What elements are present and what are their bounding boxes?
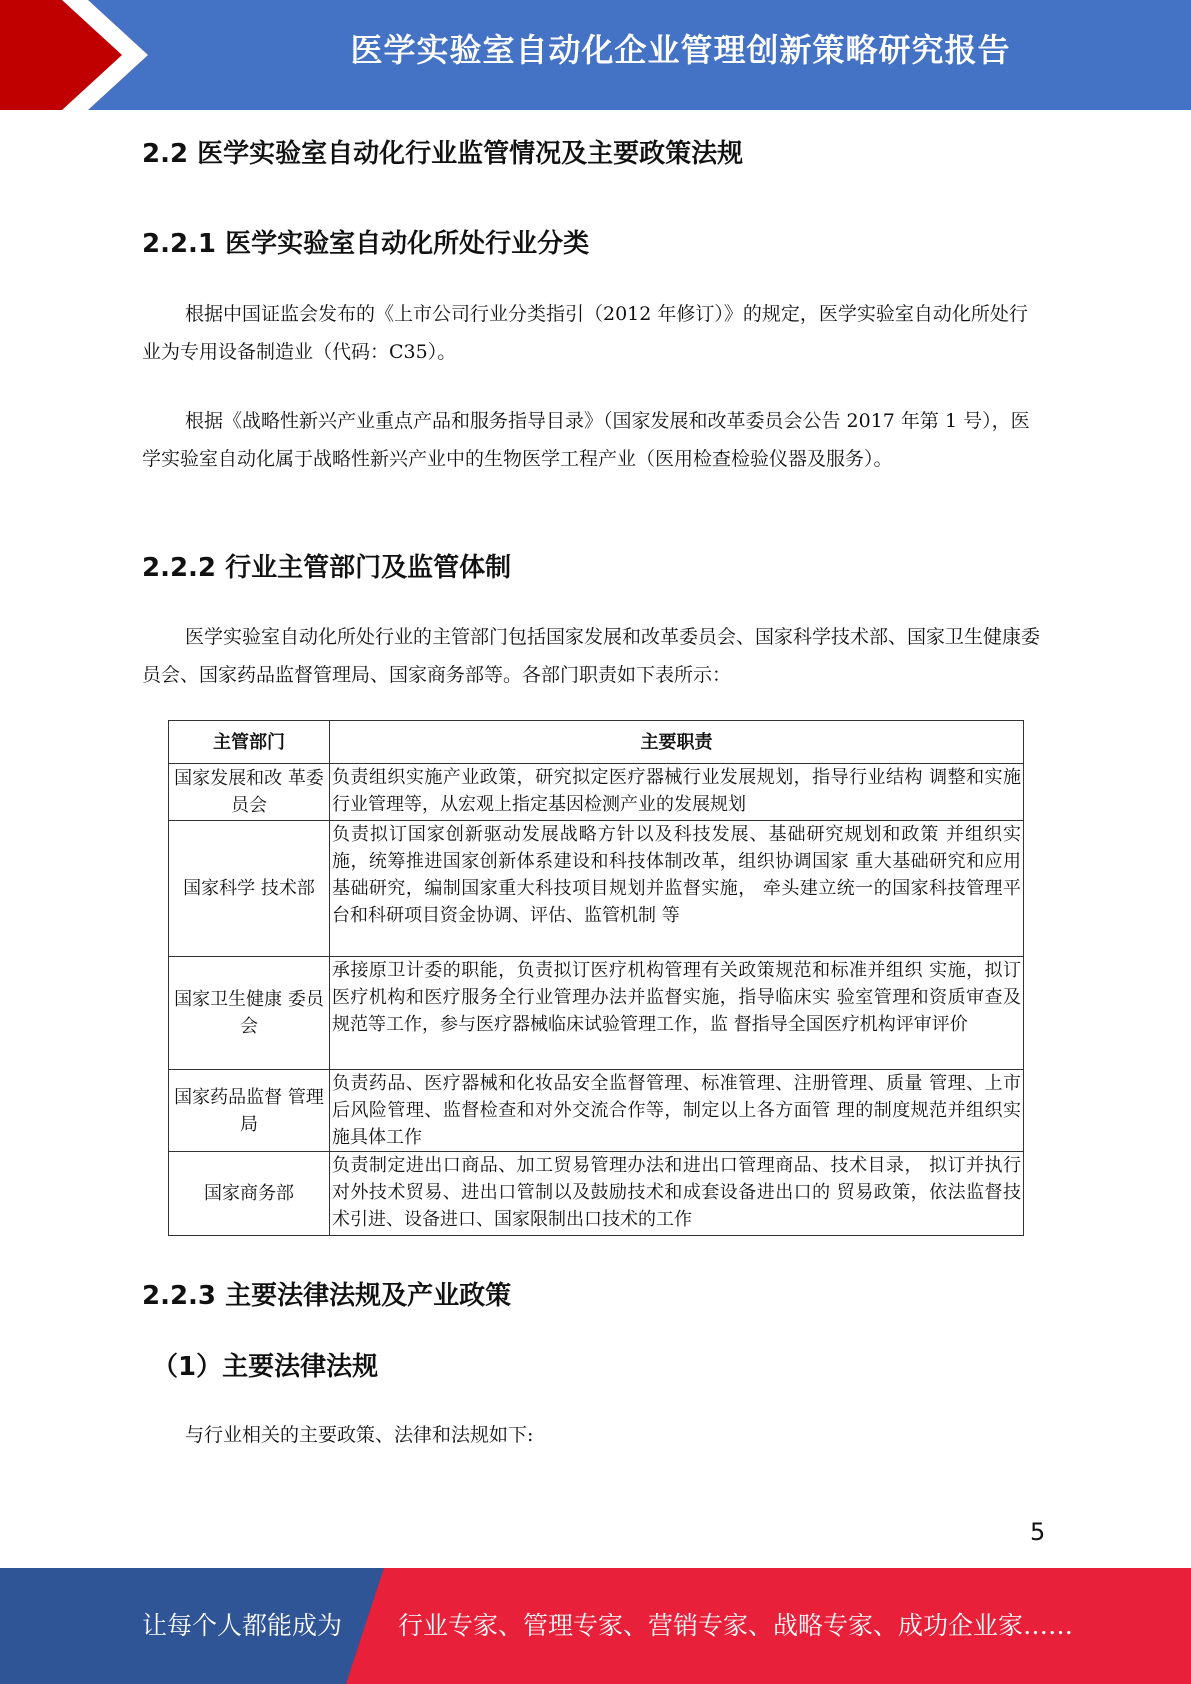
duty-cell: 承接原卫计委的职能，负责拟订医疗机构管理有关政策规范和标准并组织 实施，拟订医疗机构和医疗服务全行业管理办法并监督实施，指导临床实 验室管理和资质审查及规范等工作，参与医疗器械临床试验管理工作，监 督指导全国医疗机构评审评价 [330, 957, 1024, 1070]
header-title: 医学实验室自动化企业管理创新策略研究报告 [350, 31, 1011, 69]
department-cell: 国家卫生健康 委员会 [169, 957, 330, 1070]
table-row [169, 1152, 1024, 1236]
section-2-2-2-heading: 2.2.2 行业主管部门及监管体制 [142, 553, 512, 583]
table-header-row [169, 721, 1024, 764]
footer-slogan-right: 行业专家、管理专家、营销专家、战略专家、成功企业家…… [398, 1611, 1074, 1640]
footer-banner [0, 1568, 1191, 1684]
duty-cell: 负责药品、医疗器械和化妆品安全监督管理、标准管理、注册管理、质量 管理、上市后风险管理、监督检查和对外交流合作等，制定以上各方面管 理的制度规范并组织实施具体工作 [330, 1070, 1024, 1152]
header-banner [0, 0, 1191, 110]
table-row [169, 821, 1024, 957]
department-cell: 国家发展和改 革委员会 [169, 764, 330, 821]
department-cell: 国家科学 技术部 [169, 821, 330, 957]
duty-cell: 负责制定进出口商品、加工贸易管理办法和进出口管理商品、技术目录， 拟订并执行对外技术贸易、进出口管制以及鼓励技术和成套设备进出口的 贸易政策，依法监督技术引进、设备进口、国家限制出口技术的工作 [330, 1152, 1024, 1236]
paragraph-strategic-industry: 根据《战略性新兴产业重点产品和服务指导目录》（国家发展和改革委员会公告 2017 年第 1 号），医学实验室自动化属于战略性新兴产业中的生物医学工程产业（医用检查检验仪器及服务）。 [142, 410, 1030, 470]
duty-cell: 负责组织实施产业政策，研究拟定医疗器械行业发展规划，指导行业结构 调整和实施行业管理等，从宏观上指定基因检测产业的发展规划 [330, 764, 1024, 821]
table-row [169, 764, 1024, 821]
section-2-2-3-heading: 2.2.3 主要法律法规及产业政策 [142, 1281, 512, 1311]
footer-slogan-left: 让每个人都能成为 [142, 1611, 343, 1640]
table-row [169, 1070, 1024, 1152]
department-cell: 国家药品监督 管理局 [169, 1070, 330, 1152]
column-header-department: 主管部门 [169, 721, 330, 764]
paragraph-laws-intro: 与行业相关的主要政策、法律和法规如下: [185, 1424, 534, 1446]
subsection-laws-heading: （1）主要法律法规 [152, 1352, 379, 1382]
table-row [169, 957, 1024, 1070]
column-header-duty: 主要职责 [330, 721, 1024, 764]
paragraph-industry-classification: 根据中国证监会发布的《上市公司行业分类指引（2012 年修订）》的规定，医学实验室自动化所处行业为专用设备制造业（代码：C35）。 [142, 303, 1028, 363]
duty-cell: 负责拟订国家创新驱动发展战略方针以及科技发展、基础研究规划和政策 并组织实施，统筹推进国家创新体系建设和科技体制改革，组织协调国家 重大基础研究和应用基础研究，编制国家重大科技项目规划并监督实施， 牵头建立统一的国家科技管理平台和科研项目资金协调、评估、监管机制 等 [330, 821, 1024, 957]
page-number: 5 [1030, 1518, 1046, 1546]
regulator-duty-table [168, 720, 1024, 1236]
section-2-2-1-heading: 2.2.1 医学实验室自动化所处行业分类 [142, 229, 590, 259]
section-2-2-heading: 2.2 医学实验室自动化行业监管情况及主要政策法规 [142, 139, 744, 169]
department-cell: 国家商务部 [169, 1152, 330, 1236]
paragraph-regulators: 医学实验室自动化所处行业的主管部门包括国家发展和改革委员会、国家科学技术部、国家卫生健康委员会、国家药品监督管理局、国家商务部等。各部门职责如下表所示： [142, 626, 1041, 686]
